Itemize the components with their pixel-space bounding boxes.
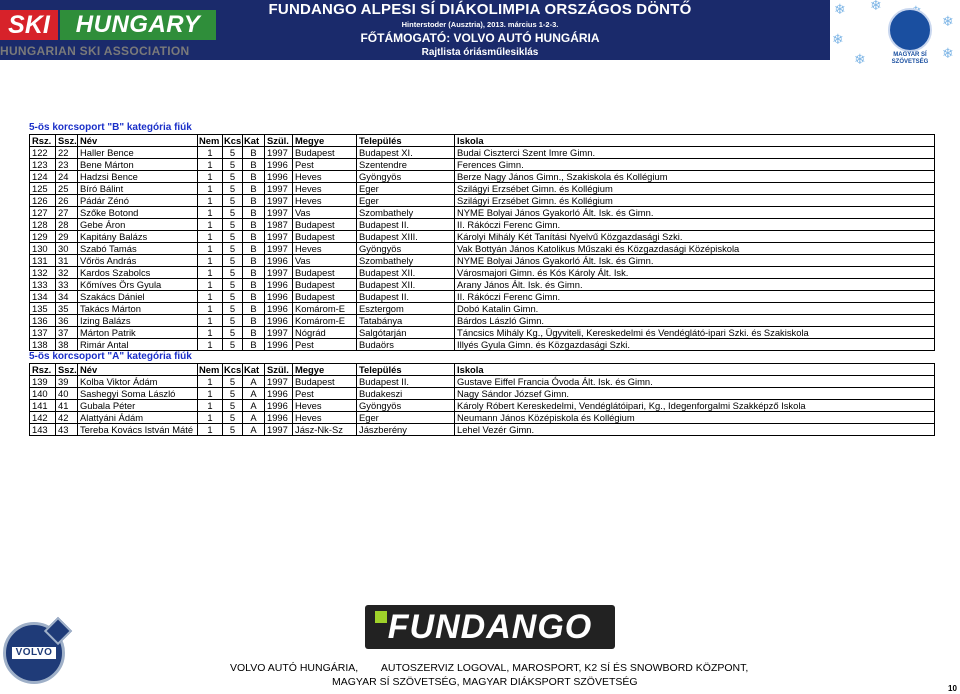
cell-birth-year: 1996 [264, 291, 292, 302]
cell-sex: 1 [197, 171, 222, 182]
cell-ssz: 32 [55, 267, 77, 278]
table-row [29, 207, 935, 219]
table-row [29, 255, 935, 267]
cell-name: Izing Balázs [77, 315, 197, 326]
cell-town: Gyöngyös [356, 400, 454, 411]
cell-county: Heves [292, 183, 356, 194]
category-title: 5-ös korcsoport "B" kategória fiúk [29, 122, 192, 133]
cell-county: Budapest [292, 376, 356, 387]
cell-category: B [242, 315, 264, 326]
cell-rsz: 130 [29, 243, 55, 254]
cell-school: Károly Róbert Kereskedelmi, Vendéglátóipari, Kg., Idegenforgalmi Szakképző Iskola [454, 400, 935, 411]
sponsors-line-1: VOLVO AUTÓ HUNGÁRIA, AUTOSZERVIZ LOGOVAL, MAROSPORT, K2 SÍ ÉS SNOWBORD KÖZPONT, [230, 662, 749, 674]
fundango-logo [365, 603, 615, 651]
cell-ssz: 40 [55, 388, 77, 399]
volvo-arrow-icon [44, 617, 72, 645]
cell-rsz: 138 [29, 339, 55, 350]
cell-ssz: 22 [55, 147, 77, 158]
cell-county: Vas [292, 255, 356, 266]
column-header-birth-year: Szül. [264, 135, 292, 146]
cell-sex: 1 [197, 195, 222, 206]
cell-rsz: 135 [29, 303, 55, 314]
cell-name: Kőmíves Örs Gyula [77, 279, 197, 290]
cell-rsz: 126 [29, 195, 55, 206]
cell-town: Budapest XI. [356, 147, 454, 158]
cell-age-group: 5 [222, 243, 242, 254]
cell-town: Szombathely [356, 207, 454, 218]
cell-age-group: 5 [222, 388, 242, 399]
category-title: 5-ös korcsoport "A" kategória fiúk [29, 351, 192, 362]
cell-town: Szentendre [356, 159, 454, 170]
snowflake-icon: ❄ [942, 13, 954, 29]
cell-town: Szombathely [356, 255, 454, 266]
cell-category: A [242, 376, 264, 387]
cell-category: B [242, 159, 264, 170]
cell-ssz: 39 [55, 376, 77, 387]
cell-town: Gyöngyös [356, 243, 454, 254]
cell-ssz: 41 [55, 400, 77, 411]
ski-hungary-logo [0, 8, 218, 62]
cell-town: Jászberény [356, 424, 454, 435]
title-block [230, 0, 730, 58]
cell-rsz: 133 [29, 279, 55, 290]
column-header-rsz: Rsz. [29, 135, 55, 146]
column-header-county: Megye [292, 135, 356, 146]
cell-sex: 1 [197, 219, 222, 230]
column-header-category: Kat [242, 364, 264, 375]
cell-rsz: 122 [29, 147, 55, 158]
cell-sex: 1 [197, 412, 222, 423]
cell-age-group: 5 [222, 291, 242, 302]
cell-county: Budapest [292, 219, 356, 230]
cell-school: Városmajori Gimn. és Kós Károly Ált. Isk. [454, 267, 935, 278]
logo-ski-text: SKI [0, 10, 58, 40]
table-row [29, 400, 935, 412]
cell-county: Heves [292, 171, 356, 182]
cell-birth-year: 1997 [264, 267, 292, 278]
cell-age-group: 5 [222, 400, 242, 411]
cell-birth-year: 1997 [264, 207, 292, 218]
cell-birth-year: 1996 [264, 400, 292, 411]
cell-sex: 1 [197, 243, 222, 254]
cell-town: Budaörs [356, 339, 454, 350]
cell-name: Gubala Péter [77, 400, 197, 411]
cell-category: B [242, 207, 264, 218]
cell-county: Vas [292, 207, 356, 218]
cell-age-group: 5 [222, 376, 242, 387]
cell-ssz: 29 [55, 231, 77, 242]
table-row [29, 424, 935, 436]
cell-birth-year: 1997 [264, 327, 292, 338]
cell-name: Márton Patrik [77, 327, 197, 338]
column-header-county: Megye [292, 364, 356, 375]
cell-ssz: 24 [55, 171, 77, 182]
table-row [29, 315, 935, 327]
table-row [29, 147, 935, 159]
column-header-name: Név [77, 135, 197, 146]
table-row [29, 303, 935, 315]
column-header-age-group: Kcs [224, 135, 242, 146]
cell-age-group: 5 [222, 231, 242, 242]
cell-birth-year: 1996 [264, 303, 292, 314]
event-location-date: Hinterstoder (Ausztria), 2013. március 1-2-3. [401, 20, 559, 29]
cell-county: Jász-Nk-Sz [292, 424, 356, 435]
snowflake-decoration [830, 0, 960, 75]
table-row [29, 412, 935, 424]
cell-rsz: 125 [29, 183, 55, 194]
cell-county: Pest [292, 159, 356, 170]
cell-category: B [242, 183, 264, 194]
snowflake-icon: ❄ [834, 1, 846, 17]
cell-county: Budapest [292, 147, 356, 158]
logo-hungary-text: HUNGARY [60, 10, 216, 40]
cell-sex: 1 [197, 147, 222, 158]
cell-ssz: 25 [55, 183, 77, 194]
cell-rsz: 123 [29, 159, 55, 170]
cell-birth-year: 1997 [264, 231, 292, 242]
cell-town: Budapest XII. [356, 279, 454, 290]
cell-name: Vőrös András [77, 255, 197, 266]
cell-name: Sashegyi Soma László [77, 388, 197, 399]
cell-birth-year: 1996 [264, 412, 292, 423]
volvo-logo-text: VOLVO [12, 647, 56, 659]
mszsz-label: MAGYAR SÍ SZÖVETSÉG [891, 52, 929, 65]
cell-category: A [242, 400, 264, 411]
cell-sex: 1 [197, 291, 222, 302]
cell-birth-year: 1996 [264, 388, 292, 399]
cell-age-group: 5 [222, 315, 242, 326]
cell-sex: 1 [197, 207, 222, 218]
cell-age-group: 5 [222, 183, 242, 194]
cell-school: Táncsics Mihály Kg., Ügyviteli, Kereskedelmi és Vendéglátó-ipari Szki. és Szakiskola [454, 327, 935, 338]
cell-school: NYME Bolyai János Gyakorló Ált. Isk. és Gimn. [454, 207, 935, 218]
cell-school: Berze Nagy János Gimn., Szakiskola és Kollégium [454, 171, 935, 182]
cell-age-group: 5 [222, 412, 242, 423]
cell-name: Szabó Tamás [77, 243, 197, 254]
cell-town: Gyöngyös [356, 171, 454, 182]
cell-birth-year: 1997 [264, 376, 292, 387]
cell-rsz: 136 [29, 315, 55, 326]
snowflake-icon: ❄ [942, 45, 954, 61]
cell-ssz: 28 [55, 219, 77, 230]
cell-category: A [242, 412, 264, 423]
cell-birth-year: 1997 [264, 147, 292, 158]
cell-rsz: 129 [29, 231, 55, 242]
cell-town: Tatabánya [356, 315, 454, 326]
cell-sex: 1 [197, 315, 222, 326]
cell-school: Arany János Ált. Isk. és Gimn. [454, 279, 935, 290]
table-row [29, 267, 935, 279]
cell-age-group: 5 [222, 219, 242, 230]
volvo-logo [3, 622, 65, 684]
cell-name: Hadzsi Bence [77, 171, 197, 182]
cell-age-group: 5 [222, 207, 242, 218]
mszsz-logo [880, 8, 940, 68]
cell-age-group: 5 [222, 147, 242, 158]
cell-town: Eger [356, 412, 454, 423]
cell-ssz: 27 [55, 207, 77, 218]
cell-sex: 1 [197, 279, 222, 290]
cell-sex: 1 [197, 327, 222, 338]
cell-sex: 1 [197, 339, 222, 350]
cell-town: Budakeszi [356, 388, 454, 399]
cell-birth-year: 1987 [264, 219, 292, 230]
cell-ssz: 30 [55, 243, 77, 254]
cell-town: Eger [356, 195, 454, 206]
cell-age-group: 5 [222, 279, 242, 290]
cell-sex: 1 [197, 303, 222, 314]
cell-name: Haller Bence [77, 147, 197, 158]
cell-age-group: 5 [222, 195, 242, 206]
cell-school: NYME Bolyai János Gyakorló Ált. Isk. és Gimn. [454, 255, 935, 266]
cell-county: Heves [292, 412, 356, 423]
cell-county: Budapest [292, 231, 356, 242]
cell-age-group: 5 [222, 267, 242, 278]
cell-name: Kapitány Balázs [77, 231, 197, 242]
cell-category: A [242, 424, 264, 435]
table-row [29, 171, 935, 183]
cell-school: Budai Ciszterci Szent Imre Gimn. [454, 147, 935, 158]
cell-rsz: 131 [29, 255, 55, 266]
column-header-school: Iskola [454, 135, 935, 146]
page-number: 10 [948, 684, 957, 693]
cell-category: B [242, 147, 264, 158]
list-name: Rajtlista óriásműlesiklás [421, 47, 539, 58]
cell-name: Kolba Viktor Ádám [77, 376, 197, 387]
cell-rsz: 128 [29, 219, 55, 230]
fundango-logo-text: FUNDANGO [387, 608, 593, 646]
cell-ssz: 23 [55, 159, 77, 170]
cell-rsz: 139 [29, 376, 55, 387]
cell-ssz: 35 [55, 303, 77, 314]
cell-age-group: 5 [222, 303, 242, 314]
cell-rsz: 137 [29, 327, 55, 338]
cell-ssz: 36 [55, 315, 77, 326]
snowflake-icon: ❄ [870, 0, 882, 13]
cell-school: Bárdos László Gimn. [454, 315, 935, 326]
cell-category: B [242, 291, 264, 302]
table-row [29, 327, 935, 339]
cell-sex: 1 [197, 376, 222, 387]
cell-category: B [242, 255, 264, 266]
cell-school: Szilágyi Erzsébet Gimn. és Kollégium [454, 195, 935, 206]
table-row [29, 388, 935, 400]
cell-school: II. Rákóczi Ferenc Gimn. [454, 291, 935, 302]
table-row [29, 243, 935, 255]
cell-name: Tereba Kovács István Máté [77, 424, 197, 435]
column-header-rsz: Rsz. [29, 364, 55, 375]
cell-birth-year: 1997 [264, 424, 292, 435]
logo-association-text: HUNGARIAN SKI ASSOCIATION [0, 44, 190, 58]
snowflake-icon: ❄ [854, 51, 866, 67]
cell-ssz: 43 [55, 424, 77, 435]
table-header-row [29, 134, 935, 147]
cell-age-group: 5 [222, 339, 242, 350]
cell-town: Salgótarján [356, 327, 454, 338]
cell-sex: 1 [197, 400, 222, 411]
cell-school: Gustave Eiffel Francia Óvoda Ált. Isk. és Gimn. [454, 376, 935, 387]
cell-ssz: 38 [55, 339, 77, 350]
cell-county: Pest [292, 339, 356, 350]
main-sponsor: FŐTÁMOGATÓ: VOLVO AUTÓ HUNGÁRIA [360, 31, 600, 45]
cell-school: Károlyi Mihály Két Tanítási Nyelvű Közgazdasági Szki. [454, 231, 935, 242]
cell-school: Ferences Gimn. [454, 159, 935, 170]
cell-age-group: 5 [222, 424, 242, 435]
cell-name: Kardos Szabolcs [77, 267, 197, 278]
cell-sex: 1 [197, 424, 222, 435]
cell-name: Alattyáni Ádám [77, 412, 197, 423]
cell-birth-year: 1996 [264, 255, 292, 266]
cell-school: Illyés Gyula Gimn. és Közgazdasági Szki. [454, 339, 935, 350]
cell-county: Nógrád [292, 327, 356, 338]
cell-name: Rimár Antal [77, 339, 197, 350]
cell-ssz: 31 [55, 255, 77, 266]
cell-sex: 1 [197, 267, 222, 278]
cell-ssz: 33 [55, 279, 77, 290]
cell-town: Budapest II. [356, 376, 454, 387]
cell-birth-year: 1996 [264, 339, 292, 350]
cell-category: B [242, 327, 264, 338]
cell-name: Gebe Áron [77, 219, 197, 230]
table-header-row [29, 363, 935, 376]
cell-birth-year: 1996 [264, 279, 292, 290]
cell-town: Budapest II. [356, 291, 454, 302]
cell-category: B [242, 279, 264, 290]
cell-age-group: 5 [222, 255, 242, 266]
cell-county: Heves [292, 195, 356, 206]
cell-sex: 1 [197, 231, 222, 242]
cell-category: B [242, 303, 264, 314]
column-header-town: Település [356, 364, 454, 375]
cell-birth-year: 1997 [264, 183, 292, 194]
table-row [29, 279, 935, 291]
cell-ssz: 26 [55, 195, 77, 206]
table-row [29, 376, 935, 388]
cell-county: Heves [292, 400, 356, 411]
cell-school: II. Rákóczi Ferenc Gimn. [454, 219, 935, 230]
cell-category: B [242, 195, 264, 206]
column-header-school: Iskola [454, 364, 935, 375]
cell-school: Neumann János Középiskola és Kollégium [454, 412, 935, 423]
cell-category: B [242, 171, 264, 182]
cell-name: Bíró Bálint [77, 183, 197, 194]
cell-school: Nagy Sándor József Gimn. [454, 388, 935, 399]
cell-birth-year: 1996 [264, 159, 292, 170]
mszsz-emblem-icon [888, 8, 932, 52]
page-title: FUNDANGO ALPESI SÍ DIÁKOLIMPIA ORSZÁGOS DÖNTŐ [268, 1, 692, 18]
cell-county: Komárom-E [292, 303, 356, 314]
column-header-age-group: Kcs [224, 364, 242, 375]
cell-school: Vak Bottyán János Katolikus Műszaki és Közgazdasági Középiskola [454, 243, 935, 254]
column-header-ssz: Ssz. [55, 135, 77, 146]
cell-category: B [242, 219, 264, 230]
column-header-town: Település [356, 135, 454, 146]
cell-town: Eger [356, 183, 454, 194]
cell-county: Pest [292, 388, 356, 399]
column-header-sex: Nem [197, 364, 222, 375]
cell-ssz: 37 [55, 327, 77, 338]
cell-town: Budapest XIII. [356, 231, 454, 242]
cell-county: Komárom-E [292, 315, 356, 326]
snowflake-icon: ❄ [832, 31, 844, 47]
cell-category: B [242, 243, 264, 254]
start-list-table [29, 122, 935, 436]
cell-school: Szilágyi Erzsébet Gimn. és Kollégium [454, 183, 935, 194]
table-row [29, 291, 935, 303]
cell-category: B [242, 231, 264, 242]
column-header-name: Név [77, 364, 197, 375]
cell-rsz: 143 [29, 424, 55, 435]
cell-rsz: 127 [29, 207, 55, 218]
cell-county: Budapest [292, 267, 356, 278]
cell-rsz: 142 [29, 412, 55, 423]
table-row [29, 339, 935, 351]
cell-town: Budapest XII. [356, 267, 454, 278]
cell-town: Budapest II. [356, 219, 454, 230]
cell-county: Heves [292, 243, 356, 254]
cell-name: Szőke Botond [77, 207, 197, 218]
cell-name: Bene Márton [77, 159, 197, 170]
cell-sex: 1 [197, 183, 222, 194]
cell-ssz: 42 [55, 412, 77, 423]
cell-name: Szakács Dániel [77, 291, 197, 302]
cell-school: Dobó Katalin Gimn. [454, 303, 935, 314]
cell-rsz: 134 [29, 291, 55, 302]
cell-rsz: 132 [29, 267, 55, 278]
table-row [29, 219, 935, 231]
cell-category: B [242, 267, 264, 278]
cell-school: Lehel Vezér Gimn. [454, 424, 935, 435]
cell-name: Takács Márton [77, 303, 197, 314]
table-row [29, 159, 935, 171]
cell-rsz: 124 [29, 171, 55, 182]
cell-birth-year: 1997 [264, 195, 292, 206]
cell-county: Budapest [292, 279, 356, 290]
cell-age-group: 5 [222, 159, 242, 170]
table-row [29, 183, 935, 195]
cell-rsz: 141 [29, 400, 55, 411]
cell-ssz: 34 [55, 291, 77, 302]
cell-category: A [242, 388, 264, 399]
cell-sex: 1 [197, 388, 222, 399]
cell-birth-year: 1997 [264, 243, 292, 254]
cell-age-group: 5 [222, 171, 242, 182]
cell-birth-year: 1996 [264, 315, 292, 326]
table-row [29, 195, 935, 207]
cell-sex: 1 [197, 159, 222, 170]
cell-age-group: 5 [222, 327, 242, 338]
cell-category: B [242, 339, 264, 350]
column-header-birth-year: Szül. [264, 364, 292, 375]
cell-sex: 1 [197, 255, 222, 266]
column-header-ssz: Ssz. [55, 364, 77, 375]
cell-rsz: 140 [29, 388, 55, 399]
cell-birth-year: 1996 [264, 171, 292, 182]
cell-name: Pádár Zénó [77, 195, 197, 206]
cell-town: Esztergom [356, 303, 454, 314]
column-header-category: Kat [242, 135, 264, 146]
sponsors-line-2: MAGYAR SÍ SZÖVETSÉG, MAGYAR DIÁKSPORT SZÖVETSÉG [332, 676, 638, 688]
table-row [29, 231, 935, 243]
cell-county: Budapest [292, 291, 356, 302]
column-header-sex: Nem [197, 135, 222, 146]
